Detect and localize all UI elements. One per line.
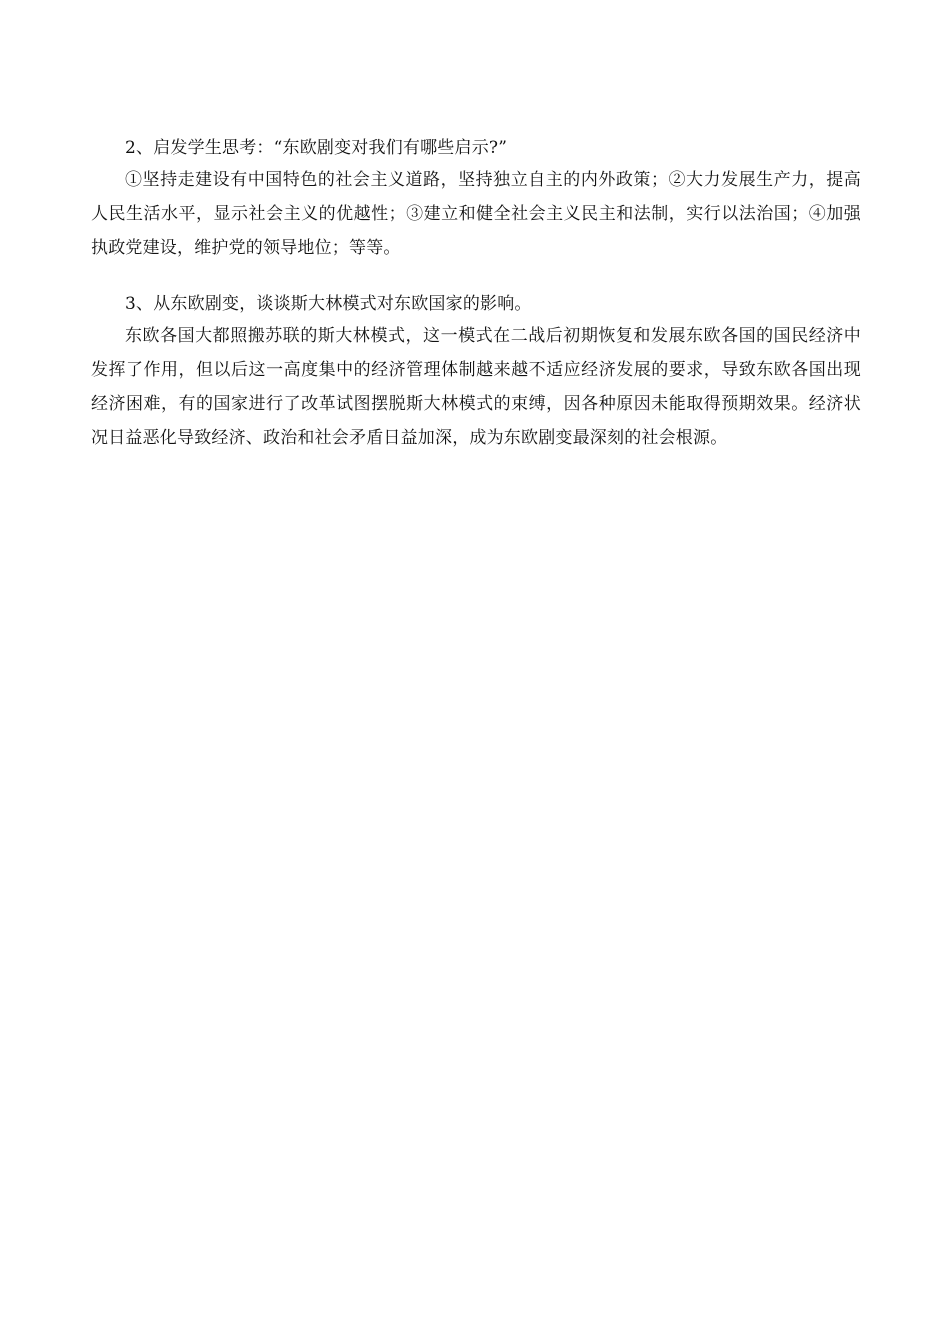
section-stalin-model	[91, 289, 861, 455]
answer-paragraph: 东欧各国大都照搬苏联的斯大林模式，这一模式在二战后初期恢复和发展东欧各国的国民经济中发挥了作用，但以后这一高度集中的经济管理体制越来越不适应经济发展的要求，导致东欧各国出现经济困难，有的国家进行了改革试图摆脱斯大林模式的束缚，因各种原因未能取得预期效果。经济状况日益恶化导致经济、政治和社会矛盾日益加深，成为东欧剧变最深刻的社会根源。	[91, 326, 861, 448]
question-heading: 3、从东欧剧变，谈谈斯大林模式对东欧国家的影响。	[125, 294, 532, 314]
question-heading: 2、启发学生思考：“东欧剧变对我们有哪些启示?”	[125, 138, 508, 158]
document-content	[91, 133, 861, 455]
section-enlightenment	[91, 133, 861, 265]
answer-paragraph: ①坚持走建设有中国特色的社会主义道路，坚持独立自主的内外政策；②大力发展生产力，提高人民生活水平，显示社会主义的优越性；③建立和健全社会主义民主和法制，实行以法治国；④加强执政党建设，维护党的领导地位；等等。	[91, 170, 861, 258]
